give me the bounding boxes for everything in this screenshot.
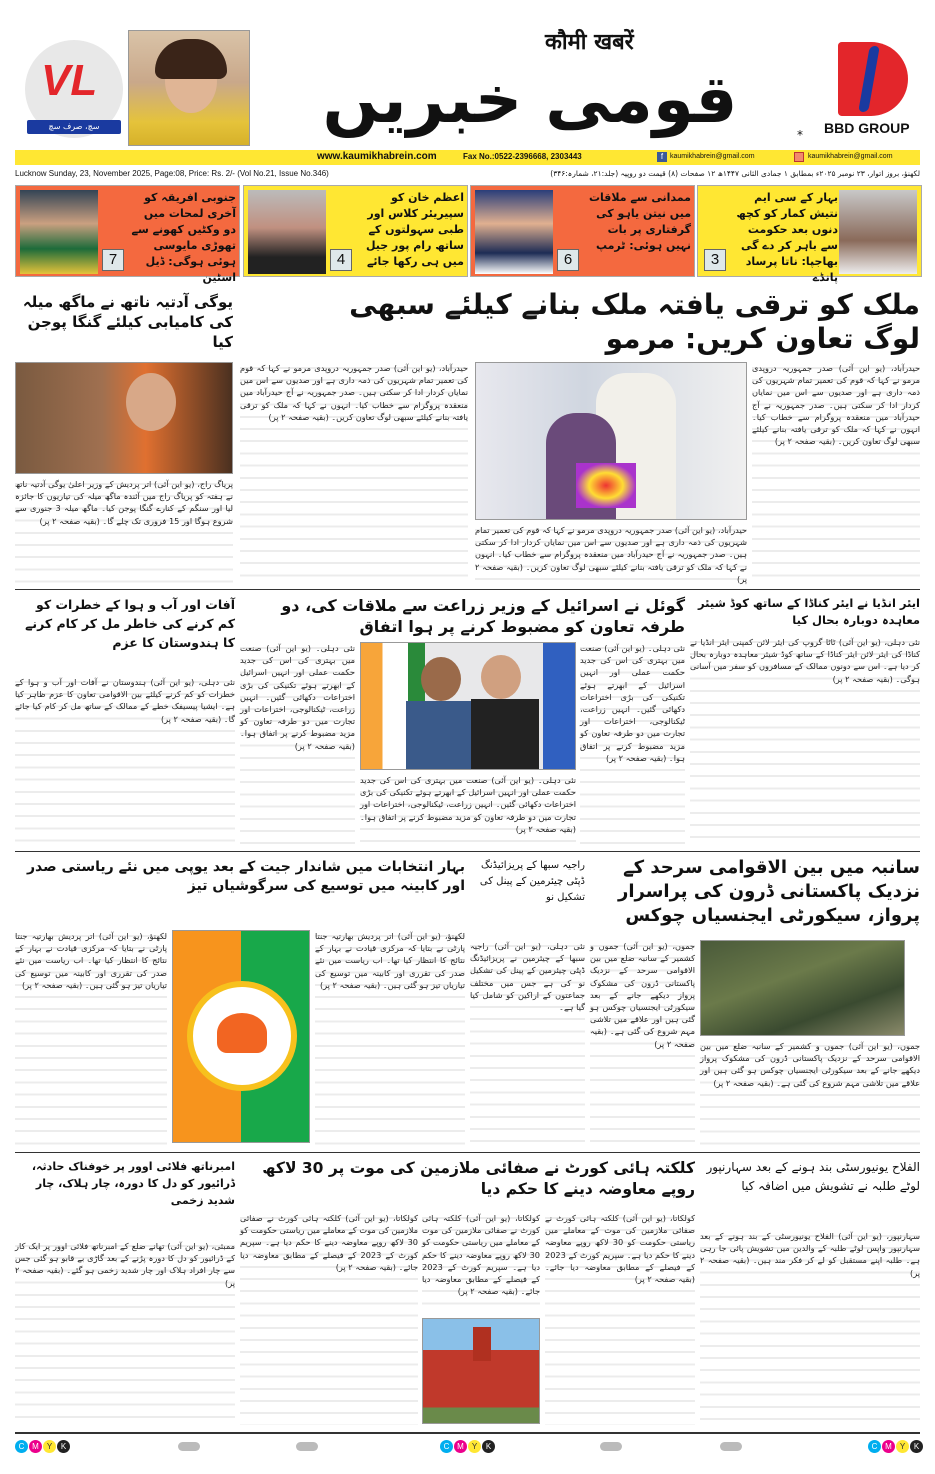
goyal-body-continued: نئی دہلی۔ (یو این آئی) صنعت میں بہتری کی اس کی جدید حکمت عملی اور انہیں اسرائیل کے ابھرتے ہوئے تکنیکی کی بڑی اختراعات دکھائی گئیں۔ انہیں زراعت، ٹیکنالوجی، اختراعات اور تجارت میں دو طرفہ تعاون کو مزید مضبوط کرنے پر اتفاق ہوا۔ (بقیہ صفحہ ۲ پر) xyxy=(240,642,355,848)
goyal-body: نئی دہلی۔ (یو این آئی) صنعت میں بہتری کی اس کی جدید حکمت عملی اور انہیں اسرائیل کے ابھرتے ہوئے تکنیکی کی بڑی اختراعات دکھائی گئیں۔ انہیں زراعت، ٹیکنالوجی، اختراعات اور تجارت میں دو طرفہ تعاون کو مزید مضبوط کرنے پر اتفاق ہوا۔ (بقیہ صفحہ ۲ پر) xyxy=(580,642,685,848)
email-link[interactable]: kaumikhabrein@gmail.com xyxy=(808,153,893,160)
dateline-urdu: لکھنؤ، بروز اتوار، ۲۳ نومبر ۲۰۲۵ء بمطابق ۱ جمادی الثانی ۱۴۴۷ھ ۱۲ صفحات (۸) قیمت دو روپیہ (جلد:۲۱، شمارہ:۳۴۶) xyxy=(550,169,920,178)
headline-university: الفلاح یونیورسٹی بند ہونے کے بعد سہارنپور لوٹے طلبہ نے تشویش میں اضافہ کیا xyxy=(706,1160,920,1193)
teaser-text: جنوبی افریقہ کو آخری لمحات میں دو وکٹیں کھونے سے تھوڑی مایوسی ہوئی ہوگی: ڈیل اسٹین xyxy=(131,191,236,284)
cmyk-marks-right xyxy=(868,1440,923,1453)
teaser-photo xyxy=(839,190,917,274)
masthead-title: قومی خبریں xyxy=(322,61,738,138)
masthead-star: * xyxy=(797,128,803,142)
air-india-body: نئی دہلی، (یو این آئی) ٹاٹا گروپ کی ایئر لائن کمپنی ایئر انڈیا نے کناڈا کی ایئر لائن ایئر کناڈا کے ساتھ کوڈ شیئر معاہدہ دوبارہ بحال کر دیا ہے۔ اس سے دونوں ممالک کے مسافروں کو سفر میں آسانی ہوگی۔ (بقیہ صفحہ ۲ پر) xyxy=(690,636,920,848)
email-icon xyxy=(794,152,804,162)
info-bar xyxy=(15,150,920,165)
goyal-body-bottom: نئی دہلی۔ (یو این آئی) صنعت میں بہتری کی اس کی جدید حکمت عملی اور انہیں اسرائیل کے ابھرتے ہوئے تکنیکی کی بڑی اختراعات دکھائی گئیں۔ انہیں زراعت، ٹیکنالوجی، اختراعات اور تجارت میں دو طرفہ تعاون کو مزید مضبوط کرنے پر اتفاق ہوا۔ (بقیہ صفحہ ۲ پر) xyxy=(360,774,576,848)
headline-bjp: بہار انتخابات میں شاندار جیت کے بعد یوپی میں نئے ریاستی صدر اور کابینہ میں توسیع کی سرگوشیاں تیز xyxy=(26,859,465,894)
calcutta-body-col3: کولکاتا، (یو این آئی) کلکتہ ہائی کورٹ نے صفائی ملازمین کی موت کے معاملے میں ریاستی حکومت کو 30 لاکھ روپے معاوضہ دینے کا حکم دیا ہے۔ سپریم کورٹ کے 2023 کے فیصلے کے مطابق معاوضہ دیا جائے۔ (بقیہ صفحہ ۲ پر) xyxy=(422,1212,540,1314)
teaser-page-number: 4 xyxy=(330,249,352,271)
murmu-photo xyxy=(475,362,747,520)
cmyk-k: K xyxy=(910,1440,923,1453)
cmyk-marks-left xyxy=(15,1440,70,1453)
high-court-photo xyxy=(422,1318,540,1424)
bbd-logo xyxy=(838,42,908,116)
registration-mark xyxy=(720,1442,742,1451)
teaser-page-number: 3 xyxy=(704,249,726,271)
headline-calcutta: کلکتہ ہائی کورٹ نے صفائی ملازمین کی موت پر 30 لاکھ روپے معاوضہ دینے کا حکم دیا xyxy=(262,1159,695,1198)
bjp-logo-image xyxy=(172,930,310,1143)
facebook-icon: f xyxy=(657,152,667,162)
bjp-body-continued: لکھنؤ، (یو این آئی) اتر پردیش بھارتیہ جنتا پارٹی نے بتایا کہ مرکزی قیادت نے بہار کے نتائج کا انتظار کیا تھا۔ اب ریاست میں نئے صدر کی تقرری اور کابینہ میں توسیع کی تیاریاں تیز ہو گئی ہیں۔ (بقیہ صفحہ ۲ پر) xyxy=(15,930,167,1148)
left-logo-letters: VL xyxy=(41,56,98,105)
accident-body: ممبئی، (یو این آئی) تھانے ضلع کے امبرناتھ فلائی اوور پر ایک کار کے ڈرائیور کو دل کا دورہ پڑنے کے بعد گاڑی بے قابو ہو گئی جس سے چار افراد ہلاک اور چار شدید زخمی ہو گئے۔ (بقیہ صفحہ ۲ پر) xyxy=(15,1240,235,1425)
samba-body-continued: جموں، (یو این آئی) جموں و کشمیر کے سانبہ ضلع میں بین الاقوامی سرحد کے نزدیک پاکستانی ڈرون کی مشکوک پرواز دیکھے جانے کے بعد سیکورٹی ایجنسیاں چوکس ہو گئی ہیں اور علاقے میں تلاشی مہم شروع کی گئی ہے۔ (بقیہ صفحہ ۲ پر) xyxy=(700,1040,920,1148)
teaser-page-number: 7 xyxy=(102,249,124,271)
headline-murmu: ملک کو ترقی یافتہ ملک بنانے کیلئے سبھی لوگ تعاون کریں: مرمو xyxy=(349,288,920,355)
actress-photo xyxy=(128,30,250,146)
teaser-page-number: 6 xyxy=(557,249,579,271)
goyal-photo xyxy=(360,642,576,770)
pollution-body: نئی دہلی، (یو این آئی) ہندوستان نے آفات اور آب و ہوا کے خطرات کو کم کرنے کیلئے بین الاقوامی تعاون کا عزم ظاہر کیا ہے۔ ایشیا پیسیفک خطے کے ممالک کے ساتھ مل کر کام کیا جائے گا۔ (بقیہ صفحہ ۲ پر) xyxy=(15,676,235,848)
left-logo-tagline: سچ، صرف سچ xyxy=(27,120,121,134)
cmyk-y: Y xyxy=(468,1440,481,1453)
yogi-photo xyxy=(15,362,233,474)
murmu-body-bottom: حیدرآباد، (یو این آئی) صدر جمہوریہ دروپدی مرمو نے کہا کہ قوم کی تعمیر تمام شہریوں کی ذمہ داری ہے اور صدیوں سے اس میں نمایاں کردار ادا کر سکتی ہیں۔ صدر جمہوریہ نے آج حیدرآباد میں منعقدہ پروگرام سے خطاب کیا۔ انہوں نے کہا کہ ملک کو ترقی یافتہ بنانے کیلئے سبھی لوگ تعاون کریں۔ (بقیہ صفحہ ۲ پر) xyxy=(475,524,747,586)
headline-rajya-sabha: راجیہ سبھا کے پریزائیڈنگ ڈپٹی چیئرمین کے پینل کی تشکیل نو xyxy=(479,860,585,903)
teaser-page-6[interactable] xyxy=(470,185,695,277)
murmu-body: حیدرآباد، (یو این آئی) صدر جمہوریہ دروپدی مرمو نے کہا کہ قوم کی تعمیر تمام شہریوں کی ذمہ داری ہے اور صدیوں سے اس میں نمایاں کردار ادا کر سکتی ہیں۔ صدر جمہوریہ نے آج حیدرآباد میں منعقدہ پروگرام سے خطاب کیا۔ انہوں نے کہا کہ ملک کو ترقی یافتہ بنانے کیلئے سبھی لوگ تعاون کریں۔ (بقیہ صفحہ ۲ پر) xyxy=(752,362,920,586)
teaser-page-7[interactable] xyxy=(15,185,240,284)
cmyk-c: C xyxy=(440,1440,453,1453)
cmyk-c: C xyxy=(15,1440,28,1453)
calcutta-body: کولکاتا، (یو این آئی) کلکتہ ہائی کورٹ نے صفائی ملازمین کی موت کے معاملے میں ریاستی حکومت کو 30 لاکھ روپے معاوضہ دینے کا حکم دیا ہے۔ سپریم کورٹ کے 2023 کے فیصلے کے مطابق معاوضہ دیا جائے۔ (بقیہ صفحہ ۲ پر) xyxy=(545,1212,695,1425)
murmu-body-continued: حیدرآباد، (یو این آئی) صدر جمہوریہ دروپدی مرمو نے کہا کہ قوم کی تعمیر تمام شہریوں کی ذمہ داری ہے اور صدیوں سے اس میں نمایاں کردار ادا کر سکتی ہیں۔ صدر جمہوریہ نے آج حیدرآباد میں منعقدہ پروگرام سے خطاب کیا۔ انہوں نے کہا کہ ملک کو ترقی یافتہ بنانے کیلئے سبھی لوگ تعاون کریں۔ (بقیہ صفحہ ۲ پر) xyxy=(240,362,468,586)
registration-mark xyxy=(296,1442,318,1451)
headline-yogi: یوگی آدتیہ ناتھ نے ماگھ میلہ کی کامیابی کیلئے گنگا پوجن کیا xyxy=(22,293,233,351)
headline-accident: امبرناتھ فلائی اوور پر خوفناک حادثہ، ڈرائیور کو دل کا دورہ، چار ہلاک، چار شدید زخمی xyxy=(31,1160,235,1207)
rajya-sabha-body: نئی دہلی، (یو این آئی) راجیہ سبھا کے چیئرمین نے پریزائیڈنگ ڈپٹی چیئرمین کے پینل کی تشکیل نو کی ہے جس میں مختلف جماعتوں کے اراکین کو شامل کیا گیا ہے۔ xyxy=(470,940,585,1148)
fax-number: Fax No.:0522-2396668, 2303443 xyxy=(463,152,582,161)
teaser-photo xyxy=(475,190,553,274)
cmyk-y: Y xyxy=(896,1440,909,1453)
teaser-photo xyxy=(248,190,326,274)
calcutta-body-continued: کولکاتا، (یو این آئی) کلکتہ ہائی کورٹ نے صفائی ملازمین کی موت کے معاملے میں ریاستی حکومت کو 30 لاکھ روپے معاوضہ دینے کا حکم دیا ہے۔ سپریم کورٹ کے 2023 کے فیصلے کے مطابق معاوضہ دیا جائے۔ (بقیہ صفحہ ۲ پر) xyxy=(240,1212,418,1425)
cmyk-y: Y xyxy=(43,1440,56,1453)
teaser-text: بہار کے سی ایم نتیش کمار کو کچھ دنوں بعد حکومت سے باہر کر دے گی بھاجپا: ناتا پرساد پانڈے xyxy=(736,191,838,284)
left-logo xyxy=(25,40,123,138)
cmyk-k: K xyxy=(482,1440,495,1453)
teaser-text: ممدانی سے ملاقات میں نیتن یاہو کی گرفتاری پر بات نہیں ہوئی: ٹرمپ xyxy=(588,191,691,252)
cmyk-m: M xyxy=(882,1440,895,1453)
facebook-link[interactable]: kaumikhabrein@gmail.com xyxy=(670,153,755,160)
cmyk-marks-center xyxy=(440,1440,495,1453)
cmyk-m: M xyxy=(454,1440,467,1453)
website-link[interactable]: www.kaumikhabrein.com xyxy=(317,151,437,162)
yogi-body: پریاگ راج، (یو این آئی) اتر پردیش کے وزیر اعلیٰ یوگی آدتیہ ناتھ نے ہفتہ کو پریاگ راج میں آئندہ ماگھ میلہ کی تیاریوں کا جائزہ لیا اور سنگم کے کنارے گنگا پوجن کیا۔ ماگھ میلہ 3 جنوری سے شروع ہوگا اور 15 فروری تک چلے گا۔ (بقیہ صفحہ ۲ پر) xyxy=(15,478,233,586)
hindi-title: कौमी खबरें xyxy=(545,30,634,55)
bjp-body: لکھنؤ، (یو این آئی) اتر پردیش بھارتیہ جنتا پارٹی نے بتایا کہ مرکزی قیادت نے بہار کے نتائج کا انتظار کیا تھا۔ اب ریاست میں نئے صدر کی تقرری اور کابینہ میں توسیع کی تیاریاں تیز ہو گئی ہیں۔ (بقیہ صفحہ ۲ پر) xyxy=(315,930,465,1148)
teaser-page-3[interactable] xyxy=(697,185,922,284)
teaser-text: اعظم خان کو سپیریئر کلاس اور طبی سہولتوں کے ساتھ رام پور جیل میں ہی رکھا جائے xyxy=(365,191,464,268)
headline-goyal: گوئل نے اسرائیل کے وزیر زراعت سے ملاقات کی، دو طرفہ تعاون کو مضبوط کرنے پر ہوا اتفاق xyxy=(281,596,685,636)
headline-air-india: ایئر انڈیا نے ایئر کناڈا کے ساتھ کوڈ شیئر معاہدہ دوبارہ بحال کیا xyxy=(698,596,920,627)
dateline-english: Lucknow Sunday, 23, November 2025, Page:08, Price: Rs. 2/- (Vol No.21, Issue No.346) xyxy=(15,169,329,178)
cmyk-c: C xyxy=(868,1440,881,1453)
bbd-group-label: BBD GROUP xyxy=(824,120,910,136)
headline-pollution: آفات اور آب و ہوا کے خطرات کو کم کرنے کی خاطر مل کر کام کرنے کا ہندوستان کا عزم xyxy=(25,597,235,650)
soldiers-photo xyxy=(700,940,905,1036)
teaser-photo xyxy=(20,190,98,274)
cmyk-k: K xyxy=(57,1440,70,1453)
teaser-page-4[interactable] xyxy=(243,185,468,277)
registration-mark xyxy=(178,1442,200,1451)
registration-mark xyxy=(600,1442,622,1451)
cmyk-m: M xyxy=(29,1440,42,1453)
headline-samba: سانبہ میں بین الاقوامی سرحد کے نزدیک پاکستانی ڈرون کی پراسرار پرواز، سیکورٹی ایجنسیاں چوکس xyxy=(618,857,920,926)
university-body: سہارنپور، (یو این آئی) الفلاح یونیورسٹی کے بند ہونے کے بعد سہارنپور واپس لوٹے طلبہ کے والدین میں تشویش پائی جا رہی ہے۔ طلبہ اپنے مستقبل کو لے کر فکر مند ہیں۔ (بقیہ صفحہ ۲ پر) xyxy=(700,1230,920,1425)
samba-body: جموں، (یو این آئی) جموں و کشمیر کے سانبہ ضلع میں بین الاقوامی سرحد کے نزدیک پاکستانی ڈرون کی مشکوک پرواز دیکھے جانے کے بعد سیکورٹی ایجنسیاں چوکس ہو گئی ہیں اور علاقے میں تلاشی مہم شروع کی گئی ہے۔ (بقیہ صفحہ ۲ پر) xyxy=(590,940,695,1148)
